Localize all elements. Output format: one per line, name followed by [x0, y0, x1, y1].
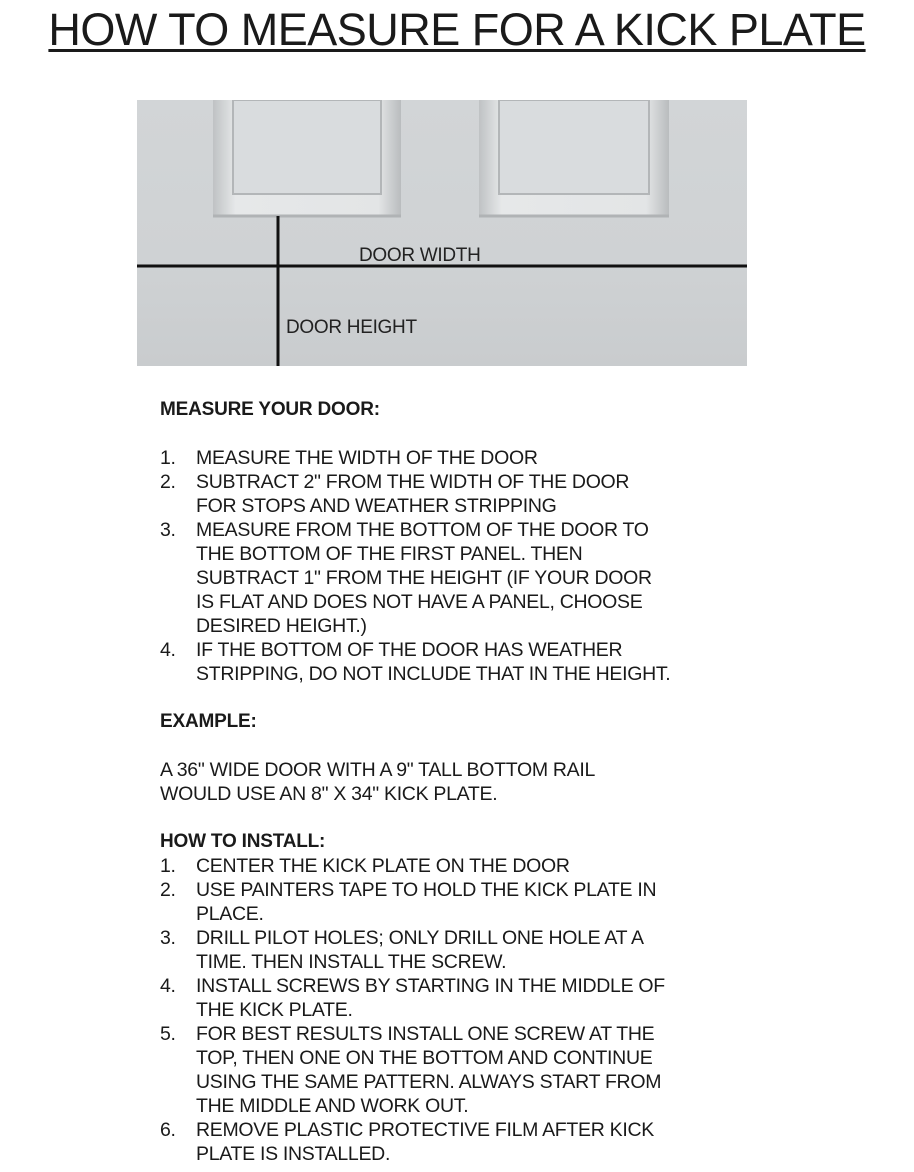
install-heading: HOW TO INSTALL:	[160, 831, 326, 852]
right-door-panel	[479, 100, 669, 216]
install-step-4	[160, 974, 780, 1022]
step-number: 1.	[160, 855, 176, 877]
step-text-line: MEASURE THE WIDTH OF THE DOOR	[196, 447, 538, 469]
step-text-line: THE BOTTOM OF THE FIRST PANEL. THEN	[196, 543, 583, 565]
install-step-5	[160, 1022, 780, 1118]
measure-step-1	[160, 446, 780, 470]
install-steps-list	[160, 854, 780, 1166]
install-step-3	[160, 926, 780, 974]
step-text-line: INSTALL SCREWS BY STARTING IN THE MIDDLE OF	[196, 975, 665, 997]
step-number: 3.	[160, 519, 176, 541]
install-step-2	[160, 878, 780, 926]
step-text-line: STRIPPING, DO NOT INCLUDE THAT IN THE HEIGHT.	[196, 663, 671, 685]
step-text-line: IS FLAT AND DOES NOT HAVE A PANEL, CHOOSE	[196, 591, 643, 613]
step-text-line: TOP, THEN ONE ON THE BOTTOM AND CONTINUE	[196, 1047, 653, 1069]
step-number: 2.	[160, 471, 176, 493]
measure-heading: MEASURE YOUR DOOR:	[160, 399, 380, 420]
page-title: HOW TO MEASURE FOR A KICK PLATE	[48, 4, 866, 55]
step-number: 2.	[160, 879, 176, 901]
step-text-line: DESIRED HEIGHT.)	[196, 615, 367, 637]
example-line: A 36" WIDE DOOR WITH A 9" TALL BOTTOM RAIL	[160, 759, 596, 781]
instructions	[160, 398, 780, 1166]
measure-step-2	[160, 470, 780, 518]
step-number: 4.	[160, 639, 176, 661]
step-number: 5.	[160, 1023, 176, 1045]
example-line: WOULD USE AN 8" X 34" KICK PLATE.	[160, 783, 498, 805]
step-text-line: SUBTRACT 2" FROM THE WIDTH OF THE DOOR	[196, 471, 630, 493]
door-diagram	[137, 100, 747, 366]
step-text-line: FOR BEST RESULTS INSTALL ONE SCREW AT THE	[196, 1023, 655, 1045]
step-text-line: REMOVE PLASTIC PROTECTIVE FILM AFTER KICK	[196, 1119, 654, 1141]
step-text-line: DRILL PILOT HOLES; ONLY DRILL ONE HOLE AT A	[196, 927, 644, 949]
step-number: 6.	[160, 1119, 176, 1141]
step-text-line: SUBTRACT 1" FROM THE HEIGHT (IF YOUR DOOR	[196, 567, 652, 589]
door-width-label: DOOR WIDTH	[359, 245, 481, 266]
step-text-line: USING THE SAME PATTERN. ALWAYS START FROM	[196, 1071, 662, 1093]
step-text-line: TIME. THEN INSTALL THE SCREW.	[196, 951, 507, 973]
measure-step-4	[160, 638, 780, 686]
step-number: 1.	[160, 447, 176, 469]
measure-steps-list	[160, 446, 780, 686]
step-text-line: IF THE BOTTOM OF THE DOOR HAS WEATHER	[196, 639, 623, 661]
left-door-panel	[213, 100, 401, 216]
step-text-line: MEASURE FROM THE BOTTOM OF THE DOOR TO	[196, 519, 649, 541]
door-illustration	[137, 100, 747, 366]
measure-step-3	[160, 518, 780, 638]
example-text	[160, 758, 780, 806]
step-text-line: THE KICK PLATE.	[196, 999, 353, 1021]
step-text-line: PLATE IS INSTALLED.	[196, 1143, 391, 1165]
install-step-1	[160, 854, 780, 878]
install-step-6	[160, 1118, 780, 1166]
step-text-line: FOR STOPS AND WEATHER STRIPPING	[196, 495, 557, 517]
step-number: 4.	[160, 975, 176, 997]
example-heading: EXAMPLE:	[160, 711, 257, 732]
step-number: 3.	[160, 927, 176, 949]
step-text-line: USE PAINTERS TAPE TO HOLD THE KICK PLATE IN	[196, 879, 657, 901]
door-height-label: DOOR HEIGHT	[286, 317, 417, 338]
step-text-line: THE MIDDLE AND WORK OUT.	[196, 1095, 469, 1117]
step-text-line: CENTER THE KICK PLATE ON THE DOOR	[196, 855, 570, 877]
step-text-line: PLACE.	[196, 903, 264, 925]
